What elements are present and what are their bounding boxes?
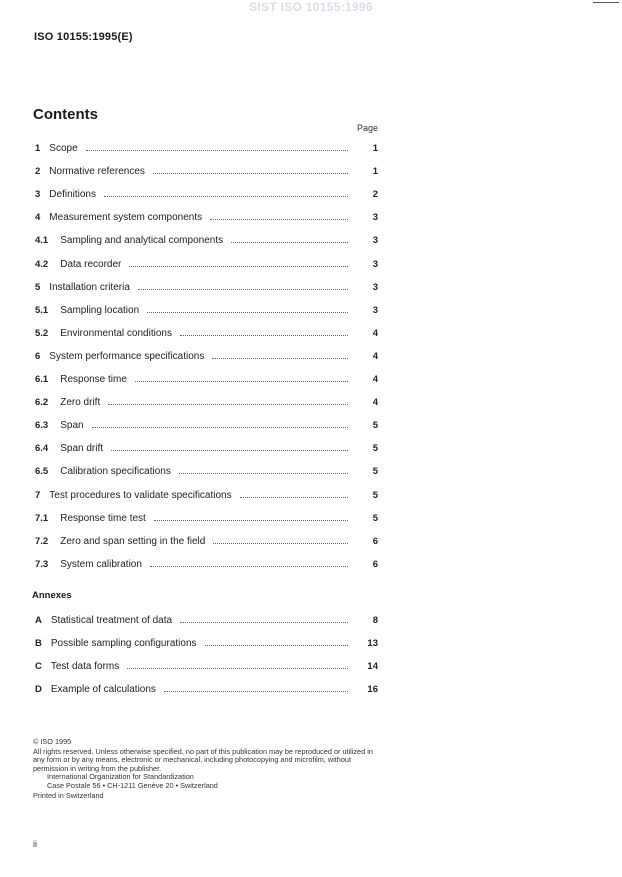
toc-entry bbox=[35, 140, 378, 154]
entry-number: B bbox=[35, 638, 42, 650]
entry-page: 3 bbox=[372, 281, 378, 293]
entry-title: Scope bbox=[49, 143, 78, 154]
watermark: SIST ISO 10155:1996 bbox=[249, 0, 373, 14]
entry-page: 3 bbox=[372, 304, 378, 316]
entry-page: 5 bbox=[372, 420, 378, 432]
dot-leader bbox=[231, 242, 348, 243]
entry-number: 7.3 bbox=[35, 558, 49, 570]
entry-number: 6.2 bbox=[35, 397, 49, 409]
entry-title: Statistical treatment of data bbox=[50, 615, 173, 626]
entry-number: 4 bbox=[35, 212, 41, 224]
entry-number: 3 bbox=[35, 189, 41, 201]
entry-number: 4.2 bbox=[35, 258, 49, 270]
dot-leader bbox=[129, 266, 348, 267]
entry-number: 5 bbox=[35, 281, 41, 293]
toc-entry bbox=[35, 487, 378, 501]
dot-leader bbox=[108, 404, 348, 405]
entry-number: 6.4 bbox=[35, 443, 49, 455]
page-title: Contents bbox=[33, 106, 98, 123]
entry-page: 6 bbox=[372, 535, 378, 547]
dot-leader bbox=[154, 520, 348, 521]
toc-entry bbox=[35, 533, 378, 547]
annex-entry bbox=[35, 635, 378, 649]
rights-statement: All rights reserved. Unless otherwise specified, no part of this publication may be reproduced or utilized in any form or by any means, electronic or mechanical, including photocopying and microfilm, without permission in writing from the publisher. bbox=[33, 746, 373, 773]
entry-page: 3 bbox=[372, 235, 378, 247]
toc-entry bbox=[35, 510, 378, 524]
entry-page: 5 bbox=[372, 466, 378, 478]
dot-leader bbox=[179, 473, 348, 474]
entry-page: 2 bbox=[372, 189, 378, 201]
entry-title: Zero and span setting in the field bbox=[60, 535, 206, 547]
annex-entry bbox=[35, 658, 378, 672]
dot-leader bbox=[164, 691, 348, 692]
dot-leader bbox=[212, 358, 348, 359]
toc-entry bbox=[35, 348, 378, 362]
entry-title: Environmental conditions bbox=[60, 327, 172, 339]
toc-entry bbox=[35, 209, 378, 223]
entry-title: System performance specifications bbox=[49, 350, 205, 362]
toc-entry bbox=[35, 232, 378, 246]
entry-page: 3 bbox=[372, 212, 378, 224]
entry-page: 5 bbox=[372, 512, 378, 524]
entry-title: Installation criteria bbox=[49, 281, 130, 293]
toc-entry bbox=[35, 394, 378, 408]
dot-leader bbox=[104, 196, 348, 197]
entry-number: 5.1 bbox=[35, 304, 49, 316]
dot-leader bbox=[180, 622, 348, 623]
entry-number: A bbox=[35, 615, 42, 626]
entry-title: Calibration specifications bbox=[60, 466, 171, 478]
dot-leader bbox=[150, 566, 348, 567]
entry-number: 6.5 bbox=[35, 466, 49, 478]
entry-page: 14 bbox=[367, 661, 378, 673]
entry-title: Test data forms bbox=[50, 661, 120, 673]
dot-leader bbox=[147, 312, 348, 313]
toc-entry bbox=[35, 371, 378, 385]
dot-leader bbox=[86, 150, 348, 151]
entry-title: Response time test bbox=[60, 512, 146, 524]
toc-entry bbox=[35, 163, 378, 177]
organization-name: International Organization for Standardization bbox=[47, 772, 194, 782]
dot-leader bbox=[138, 289, 348, 290]
entry-page: 13 bbox=[367, 638, 378, 650]
entry-page: 3 bbox=[372, 258, 378, 270]
copyright-block bbox=[33, 738, 383, 800]
entry-page: 4 bbox=[372, 397, 378, 409]
toc-entry bbox=[35, 556, 378, 570]
entry-page: 6 bbox=[372, 558, 378, 570]
entry-page: 4 bbox=[372, 327, 378, 339]
toc-entry bbox=[35, 417, 378, 431]
entry-number: D bbox=[35, 684, 42, 696]
entry-title: Response time bbox=[60, 374, 127, 385]
entry-number: 1 bbox=[35, 143, 41, 154]
dot-leader bbox=[240, 497, 348, 498]
toc-entry bbox=[35, 463, 378, 477]
copyright-line: © ISO 1995 bbox=[33, 737, 72, 746]
entry-page: 4 bbox=[372, 350, 378, 362]
entry-title: Test procedures to validate specifications bbox=[49, 489, 232, 501]
dot-leader bbox=[135, 381, 348, 382]
entry-title: Sampling and analytical components bbox=[60, 235, 224, 247]
toc-entry bbox=[35, 440, 378, 454]
toc-entry bbox=[35, 302, 378, 316]
dot-leader bbox=[180, 335, 348, 336]
entry-title: Example of calculations bbox=[50, 684, 156, 696]
entry-title: Normative references bbox=[49, 166, 145, 178]
entry-page: 5 bbox=[372, 489, 378, 501]
document-id: ISO 10155:1995(E) bbox=[34, 31, 133, 43]
dot-leader bbox=[153, 173, 348, 174]
dot-leader bbox=[111, 450, 348, 451]
top-rule bbox=[593, 2, 619, 3]
page-column-label: Page bbox=[357, 123, 379, 133]
entry-title: System calibration bbox=[60, 558, 142, 570]
entry-number: 7.2 bbox=[35, 535, 49, 547]
entry-title: Definitions bbox=[49, 189, 96, 201]
printed-in: Printed in Switzerland bbox=[33, 790, 104, 800]
dot-leader bbox=[205, 645, 348, 646]
organization-address: Case Postale 56 • CH-1211 Genève 20 • Switzerland bbox=[47, 780, 218, 790]
entry-page: 16 bbox=[367, 684, 378, 696]
entry-title: Sampling location bbox=[60, 304, 140, 316]
entry-title: Measurement system components bbox=[49, 212, 203, 224]
page-number: ii bbox=[33, 839, 37, 849]
entry-title: Possible sampling configurations bbox=[50, 638, 197, 650]
dot-leader bbox=[127, 668, 348, 669]
annexes-heading: Annexes bbox=[32, 590, 72, 601]
entry-page: 1 bbox=[372, 143, 378, 154]
entry-page: 8 bbox=[372, 615, 378, 626]
dot-leader bbox=[92, 427, 348, 428]
entry-number: 2 bbox=[35, 166, 41, 178]
entry-number: 7.1 bbox=[35, 512, 49, 524]
entry-number: 5.2 bbox=[35, 327, 49, 339]
entry-page: 4 bbox=[372, 374, 378, 385]
entry-title: Zero drift bbox=[60, 397, 101, 409]
entry-number: 7 bbox=[35, 489, 41, 501]
entry-number: 6.1 bbox=[35, 374, 49, 385]
entry-number: C bbox=[35, 661, 42, 673]
toc-entry bbox=[35, 279, 378, 293]
toc-entry bbox=[35, 186, 378, 200]
entry-page: 1 bbox=[372, 166, 378, 178]
entry-number: 4.1 bbox=[35, 235, 49, 247]
entry-title: Data recorder bbox=[60, 258, 122, 270]
dot-leader bbox=[210, 219, 348, 220]
entry-number: 6.3 bbox=[35, 420, 49, 432]
entry-title: Span bbox=[60, 420, 84, 432]
entry-number: 6 bbox=[35, 350, 41, 362]
toc-entry bbox=[35, 325, 378, 339]
annex-entry bbox=[35, 681, 378, 695]
entry-title: Span drift bbox=[60, 443, 104, 455]
dot-leader bbox=[213, 543, 348, 544]
toc-entry bbox=[35, 256, 378, 270]
annex-entry bbox=[35, 612, 378, 626]
entry-page: 5 bbox=[372, 443, 378, 455]
